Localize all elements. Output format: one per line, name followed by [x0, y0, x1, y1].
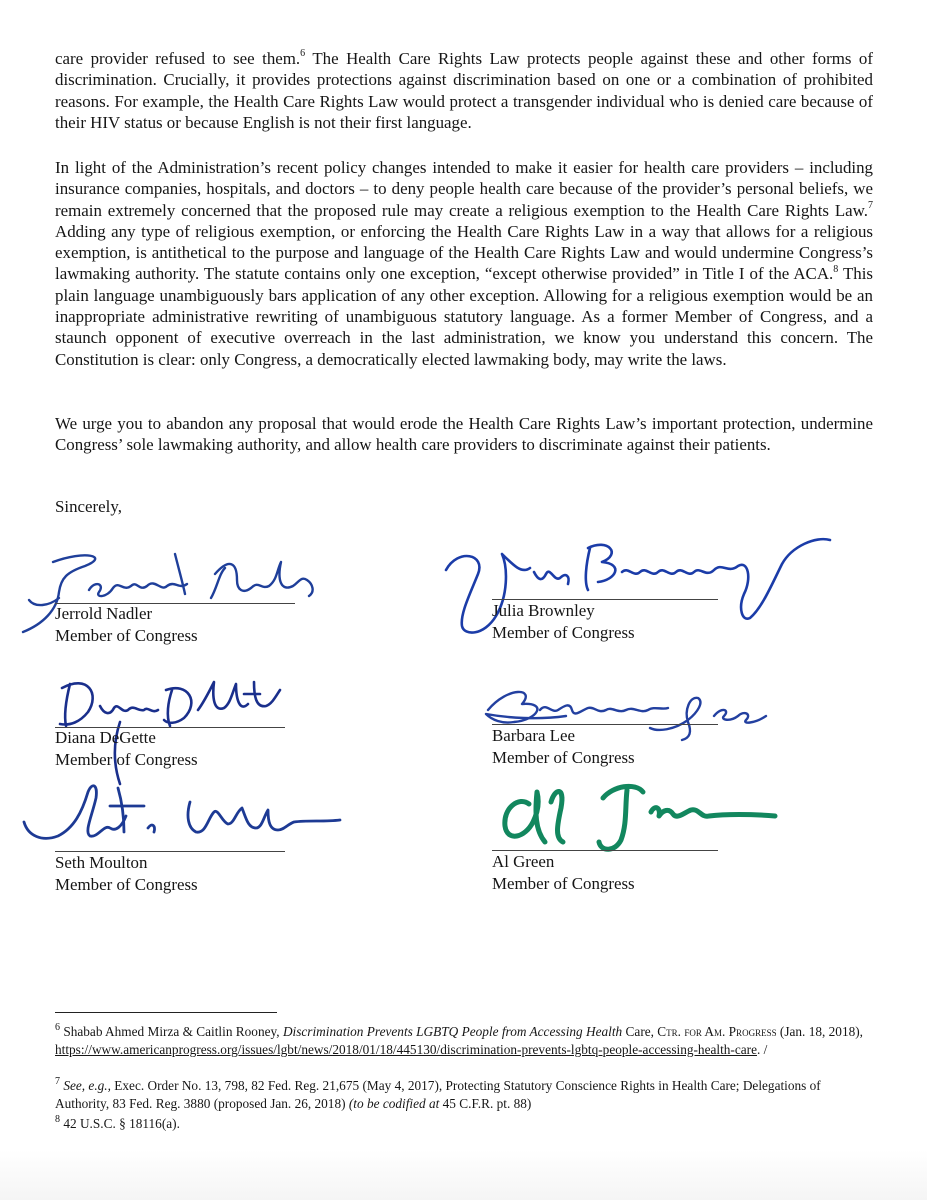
- signatory-name: Diana DeGette: [55, 728, 156, 747]
- footnote-text: Exec. Order No. 13, 798, 82 Fed. Reg. 21,675 (May 4, 2017), Protecting Statutory Conscience Rights in Health Care; Delegations of Authority, 83 Fed. Reg. 3880 (proposed Jan. 26, 2018): [55, 1078, 821, 1112]
- signatory-name: Seth Moulton: [55, 853, 148, 872]
- signatory-green: [492, 851, 635, 895]
- signatory-brownley: [492, 600, 635, 644]
- footnote-number: 8: [55, 1113, 60, 1125]
- signatory-title: Member of Congress: [55, 750, 198, 769]
- footnote-text: . /: [756, 1042, 768, 1058]
- signatory-title: Member of Congress: [492, 623, 635, 642]
- footnote-codified: (to be codified at: [348, 1096, 440, 1112]
- signatory-name: Jerrold Nadler: [55, 604, 153, 623]
- signatory-title: Member of Congress: [55, 626, 198, 645]
- footnote-publisher: Ctr. for Am. Progress: [657, 1024, 777, 1039]
- footnote-url-link[interactable]: https://www.americanprogress.org/issues/lgbt/news/2018/01/18/445130/discrimination-prevents-lgbtq-people-accessing-health-care: [55, 1042, 757, 1058]
- paragraph-text: The Health Care Rights Law protects people against these and other forms of discrimination. Crucially, it provides protections against discrimination based on one or a combination of prohibited reasons. For example, the Health Care Rights Law would protect a transgender individual who is denied care because of their HIV status or because English is not their first language.: [55, 49, 873, 132]
- signatory-lee: [492, 725, 635, 769]
- signatory-name: Barbara Lee: [492, 726, 575, 745]
- closing: Sincerely,: [55, 497, 122, 516]
- signatory-moulton: [55, 852, 198, 896]
- paragraph-text: Adding any type of religious exemption, or enforcing the Health Care Rights Law in a way that allows for a religious exemption, is antithetical to the purpose and language of the Health Care Rights Law and would undermine Congress’s lawmaking authority. The statute contains only one exception, “except otherwise provided” in Title I of the ACA.: [55, 221, 873, 284]
- footnote-ref-7: 7: [868, 199, 873, 211]
- paragraph-urge: We urge you to abandon any proposal that would erode the Health Care Rights Law’s important protection, undermine Congress’ sole lawmaking authority, and allow health care providers to discriminate against their patients.: [55, 414, 873, 455]
- paragraph-text: In light of the Administration’s recent policy changes intended to make it easier for health care providers – including insurance companies, hospitals, and doctors – to deny people health care because of the provider’s personal beliefs, we remain extremely concerned that the proposed rule may create a religious exemption to the Health Care Rights Law.: [55, 158, 873, 220]
- footnote-number: 7: [55, 1075, 60, 1087]
- signatory-name: Al Green: [492, 852, 555, 871]
- signatory-nadler: [55, 603, 198, 647]
- paragraph-text: This plain language unambiguously bars application of any other exception. Allowing for a religious exemption would be an inappropriate administrative rewriting of unambiguous statutory language. As a former Member of Congress, and a staunch opponent of executive overreach in the last administration, we know you understand this concern. The Constitution is clear: only Congress, a democratically elected lawmaking body, may write the laws.: [55, 264, 873, 369]
- footnote-ref-6: 6: [300, 48, 306, 60]
- footnote-text: 45 C.F.R. pt. 88): [439, 1096, 532, 1112]
- paragraph-discrimination-protections: [55, 48, 873, 133]
- footnote-6: [55, 1023, 875, 1059]
- paragraph-text: care provider refused to see them.: [55, 49, 301, 68]
- footnote-8: [55, 1115, 875, 1133]
- signature-moulton: [18, 772, 348, 862]
- signatory-title: Member of Congress: [492, 748, 635, 767]
- footnote-text: Care,: [622, 1024, 658, 1039]
- signatory-degette: [55, 727, 198, 771]
- paragraph-religious-exemption: [55, 157, 873, 370]
- signatory-name: Julia Brownley: [492, 601, 595, 620]
- footnote-text: 42 U.S.C. § 18116(a).: [60, 1116, 180, 1131]
- footnote-text: (Jan. 18, 2018),: [776, 1024, 863, 1039]
- signature-green: [495, 768, 795, 858]
- footnote-ref-8: 8: [833, 263, 839, 275]
- signatory-title: Member of Congress: [492, 874, 635, 893]
- footnote-divider: [55, 1012, 277, 1013]
- footnote-7: [55, 1077, 875, 1113]
- footnote-text: Shabab Ahmed Mirza & Caitlin Rooney,: [60, 1024, 283, 1039]
- signatory-title: Member of Congress: [55, 875, 198, 894]
- footnote-number: 6: [55, 1021, 60, 1033]
- footnote-signal: See, e.g.,: [60, 1078, 111, 1093]
- footnote-title: Discrimination Prevents LGBTQ People from Accessing Health: [282, 1024, 623, 1039]
- scan-shading: [0, 1150, 927, 1200]
